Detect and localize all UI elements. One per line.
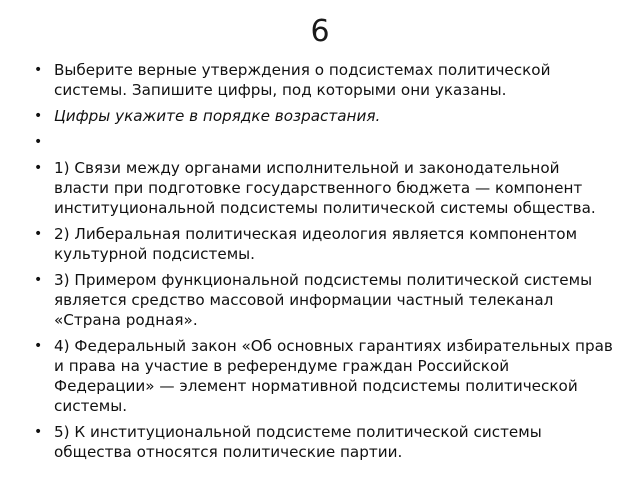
bullet-statement-4 <box>34 336 614 416</box>
slide-title: 6 <box>310 14 330 49</box>
bullet-dot-icon: • <box>34 272 43 288</box>
bullet-list <box>34 60 614 468</box>
bullet-dot-icon: • <box>34 160 43 176</box>
bullet-instruction <box>34 60 614 100</box>
bullet-text: Цифры укажите в порядке возрастания. <box>54 107 381 125</box>
bullet-order-note <box>34 106 614 126</box>
bullet-statement-1 <box>34 158 614 218</box>
bullet-text: 5) К институциональной подсистеме политической системы общества относятся политические партии. <box>54 423 542 461</box>
bullet-text: 3) Примером функциональной подсистемы политической системы является средство массовой информации частный телеканал «Страна родная». <box>54 271 593 329</box>
bullet-statement-3 <box>34 270 614 330</box>
bullet-dot-icon: • <box>34 424 43 440</box>
bullet-dot-icon: • <box>34 134 43 150</box>
bullet-dot-icon: • <box>34 62 43 78</box>
bullet-text: 2) Либеральная политическая идеология является компонентом культурной подсистемы. <box>54 225 578 263</box>
bullet-dot-icon: • <box>34 338 43 354</box>
bullet-text: 4) Федеральный закон «Об основных гарантиях избирательных прав и права на участие в референдуме граждан Российской Федерации» — элемент нормативной подсистемы политической системы. <box>54 337 613 415</box>
bullet-statement-2 <box>34 224 614 264</box>
bullet-text: 1) Связи между органами исполнительной и законодательной власти при подготовке государственного бюджета — компонент институциональной подсистемы политической системы общества. <box>54 159 596 217</box>
bullet-text: Выберите верные утверждения о подсистемах политической системы. Запишите цифры, под которыми они указаны. <box>54 61 551 99</box>
bullet-dot-icon: • <box>34 226 43 242</box>
bullet-statement-5 <box>34 422 614 462</box>
bullet-empty <box>34 132 614 152</box>
bullet-dot-icon: • <box>34 108 43 124</box>
